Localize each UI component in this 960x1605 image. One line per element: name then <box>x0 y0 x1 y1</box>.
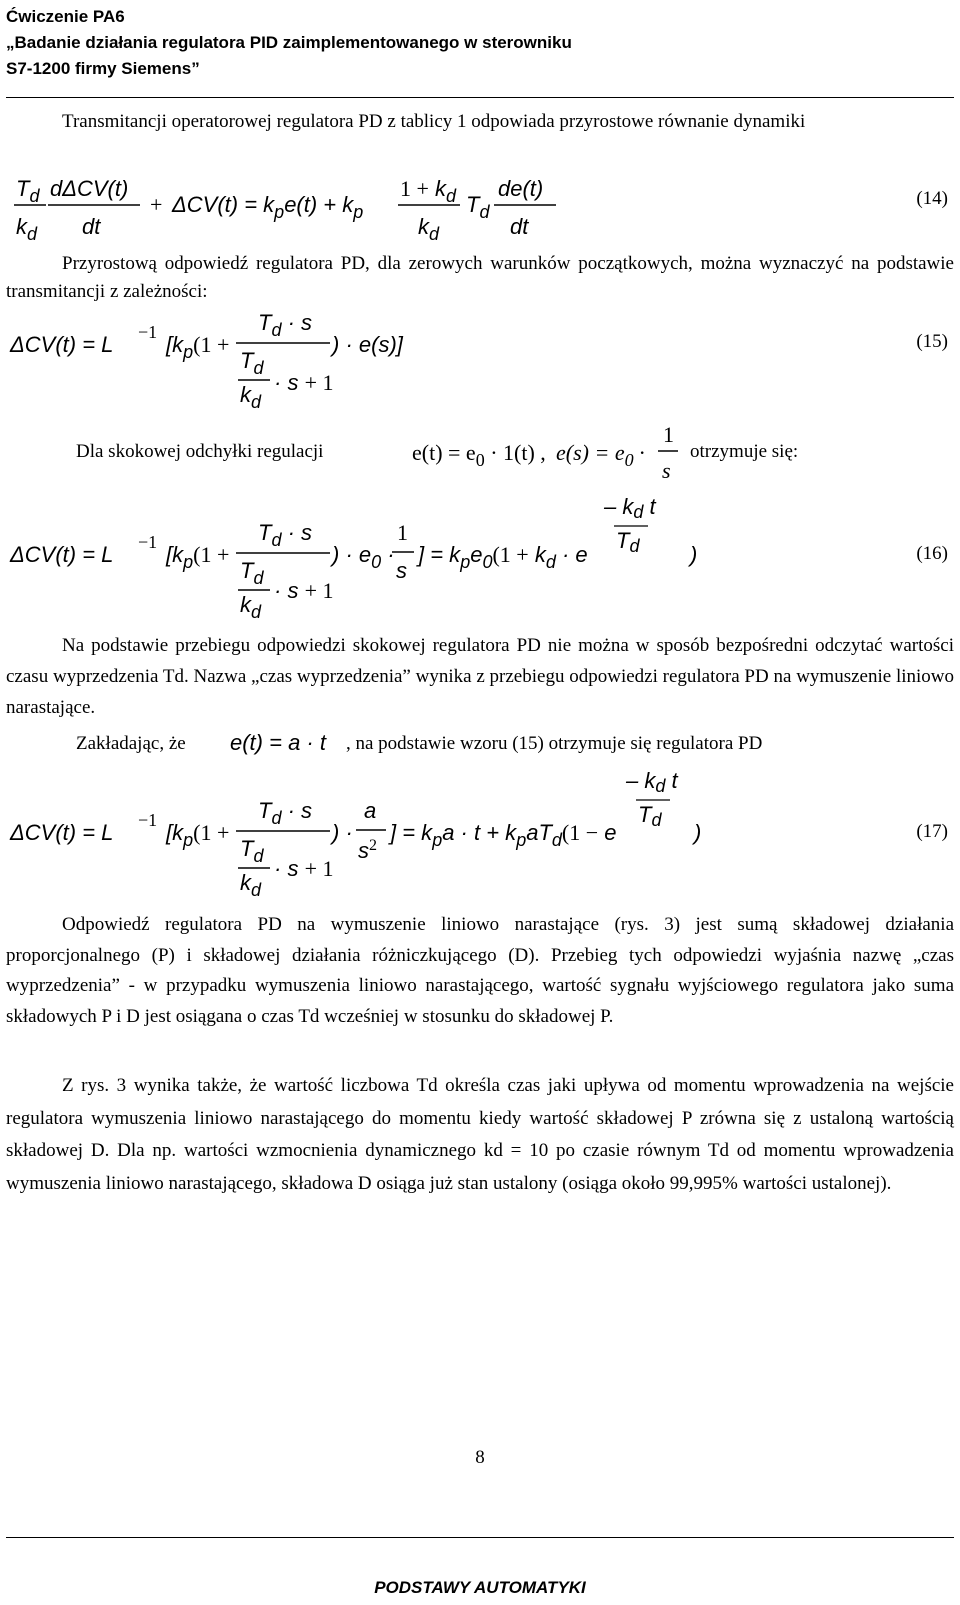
svg-text:) · e(s)]: ) · e(s)] <box>332 332 403 357</box>
paragraph-incremental-response: Przyrostową odpowiedź regulatora PD, dla zerowych warunków początkowych, można wyznaczyć na podstawie transmitancji z zależności: <box>6 253 954 302</box>
svg-text:): ) <box>690 542 698 567</box>
ramp-assumption-label: Zakładając, że <box>76 733 186 754</box>
svg-text:) · e0 ·: ) · $e_0$ · <box>332 542 395 572</box>
paragraph-ramp-response: Odpowiedź regulatora PD na wymuszenie liniowo narastające (rys. 3) jest sumą składowej działania proporcjonalnego (P) i składowej działania różniczkującego (D). Przebieg tych odpowiedzi wyjaśnia nazwę „czas wyprzedzenia” - w przypadku wymuszenia liniowo narastającego, wartość sygnału wyjściowego regulatora jako suma składowych P i D jest osiągana o czas Td wcześniej w stosunku do składowej P. <box>6 914 954 1027</box>
paragraph-intro: Transmitancji operatorowej regulatora PD z tablicy 1 odpowiada przyrostowe równanie dynamiki <box>62 111 806 132</box>
equation-number-15: (15) <box>916 331 948 352</box>
svg-text:e(s) = e0 ·: $e(s) = e_0$ · <box>556 440 645 470</box>
svg-text:Td: Td <box>616 528 640 556</box>
paragraph-step-response: Na podstawie przebiegu odpowiedzi skokowej regulatora PD nie można w sposób bezpośredni odczytać wartości czasu wyprzedzenia Td. Nazwa „czas wyprzedzenia” wynika z przebiegu odpowiedzi regulatora PD na wymuszenie liniowo narastające. <box>6 635 954 718</box>
svg-text:e(t) = e0 · 1(t) ,: $e(t) = e_0 \cdot 1(t)$ , <box>412 440 546 470</box>
svg-text:1: 1 <box>397 520 408 545</box>
svg-text:ΔCV(t) = L: ΔCV(t) = L <box>10 542 114 567</box>
svg-text:s2: $s^2$ <box>358 837 377 863</box>
step-input-formula <box>412 422 678 483</box>
svg-text:[kp(1 +: [$k_p(1$ + <box>166 820 230 850</box>
step-deviation-result-label: otrzymuje się: <box>690 441 799 462</box>
svg-text:1: 1 <box>663 422 674 447</box>
step-deviation-label: Dla skokowej odchyłki regulacji <box>76 441 324 462</box>
footer-rule <box>6 1537 954 1538</box>
exercise-title: Ćwiczenie PA6 <box>6 7 125 26</box>
svg-text:Td: Td <box>638 802 662 830</box>
svg-text:Td: $T_d$ <box>240 558 264 588</box>
equation-number-16: (16) <box>916 543 948 564</box>
svg-text:· s + 1: · s + 1 <box>274 578 334 603</box>
svg-text:] = kpe0(1 + kd · e: ] = $k_pe_0(1 + k_d \cdot e$ <box>418 542 588 572</box>
svg-text:1 + kd: $1 + k_d$ <box>400 176 457 206</box>
svg-text:a: a <box>364 798 377 823</box>
ramp-assumption-cont: , na podstawie wzoru (15) otrzymuje się regulatora PD <box>346 733 763 754</box>
exercise-subtitle: „Badanie działania regulatora PID zaimplementowanego w sterowniku <box>6 33 572 52</box>
svg-text:Td: $T_d$ <box>466 192 490 222</box>
page-footer: PODSTAWY AUTOMATYKI <box>374 1578 586 1597</box>
svg-text:[kp(1 +: [$k_p(1$ + <box>166 332 230 362</box>
svg-text:Td · s: $T_d \cdot s$ <box>258 798 313 828</box>
svg-text:kd: $k_d$ <box>240 870 262 900</box>
svg-text:– kd t: – kd t <box>626 768 678 796</box>
svg-text:dΔCV(t): dΔCV(t) <box>50 176 129 201</box>
svg-text:e(t) = a · t: e(t) = a · t <box>230 730 326 755</box>
svg-text:kd: $k_d$ <box>240 382 262 412</box>
page-number: 8 <box>475 1447 485 1468</box>
svg-text:kd: $k_d$ <box>16 214 38 244</box>
svg-text:kd: $k_d$ <box>418 214 440 244</box>
svg-text:ΔCV(t) = L: ΔCV(t) = L <box>10 332 114 357</box>
svg-text:Td · s: $T_d \cdot s$ <box>258 310 313 340</box>
svg-text:– kd t: – kd t <box>604 494 656 522</box>
svg-text:−1: −1 <box>138 532 158 552</box>
svg-text:de(t): de(t) <box>498 176 544 201</box>
svg-text:+: + <box>150 192 163 217</box>
svg-text:s: s <box>396 558 407 583</box>
equation-14 <box>14 176 556 244</box>
svg-text:ΔCV(t) = L: ΔCV(t) = L <box>10 820 114 845</box>
svg-text:Td · s: $T_d \cdot s$ <box>258 520 313 550</box>
svg-text:Td: $T_d$ <box>240 348 264 378</box>
svg-text:· s + 1: · s + 1 <box>274 856 334 881</box>
equation-number-17: (17) <box>916 821 948 842</box>
svg-text:−1: −1 <box>138 322 158 342</box>
paragraph-time-constant: Z rys. 3 wynika także, że wartość liczbowa Td określa czas jaki upływa od momentu wprowadzenia na wejście regulatora wymuszenia liniowo narastającego do momentu kiedy wartość składowej P zrówna się z ustaloną wartością składowej D. Dla np. wartości wzmocnienia dynamicznego kd = 10 po czasie równym Td od momentu wprowadzenia wymuszenia liniowo narastającego, składowa D osiąga już stan ustalony (osiąga około 99,995% wartości ustalonej). <box>6 1075 954 1194</box>
equation-17 <box>9 768 701 900</box>
svg-text:ΔCV(t) = kpe(t) + kp: $\Delta CV(t) = k_pe(t) + k_p$ <box>172 192 364 222</box>
svg-text:) ·: ) · <box>332 820 353 845</box>
equation-number-14: (14) <box>916 188 948 209</box>
svg-text:dt: dt <box>82 214 101 239</box>
svg-text:Td: $T_d$ <box>16 176 40 206</box>
equation-15 <box>9 310 404 412</box>
svg-text:[kp(1 +: [$k_p(1$ + <box>166 542 230 572</box>
svg-text:−1: −1 <box>138 810 158 830</box>
svg-text:] = kpa · t + kpaTd(1 − e: ] = $k_pa \cdot t + k_paT_d(1 - e$ <box>390 820 617 850</box>
svg-text:dt: dt <box>510 214 529 239</box>
svg-text:Td: $T_d$ <box>240 836 264 866</box>
ramp-input-formula <box>230 730 327 755</box>
svg-text:): ) <box>694 820 702 845</box>
svg-text:kd: $k_d$ <box>240 592 262 622</box>
exercise-subtitle-cont: S7-1200 firmy Siemens” <box>6 59 200 78</box>
svg-text:s: s <box>662 458 671 483</box>
svg-text:· s + 1: · s + 1 <box>274 370 334 395</box>
equation-16 <box>9 494 697 622</box>
